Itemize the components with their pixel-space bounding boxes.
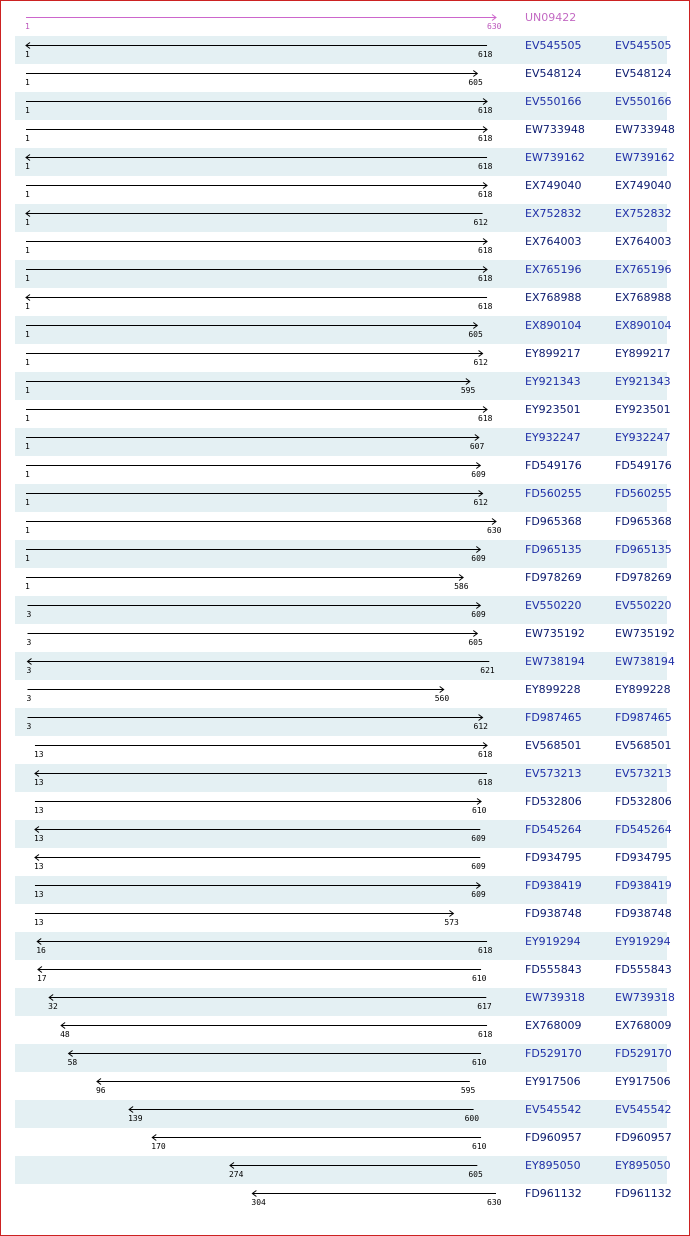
start-position-label: 13	[33, 918, 44, 927]
start-position-label: 1	[25, 134, 30, 143]
end-position-label: 610	[472, 974, 487, 983]
accession-link[interactable]: FD987465	[525, 711, 582, 724]
reference-accession[interactable]: UN09422	[525, 11, 577, 24]
alignment-row	[15, 120, 675, 148]
accession-link-secondary[interactable]: FD555843	[615, 963, 672, 976]
accession-link-secondary[interactable]: EY921343	[615, 375, 671, 388]
accession-link[interactable]: EY923501	[525, 403, 581, 416]
end-position-label: 595	[460, 386, 476, 395]
accession-link[interactable]: EY895050	[525, 1159, 581, 1172]
alignment-row	[15, 988, 675, 1016]
end-position-label: 618	[478, 162, 493, 171]
start-position-label: 16	[36, 946, 46, 955]
accession-link-secondary[interactable]: FD934795	[615, 851, 672, 864]
accession-link[interactable]: EY932247	[525, 431, 581, 444]
accession-link[interactable]: EV545505	[525, 39, 582, 52]
start-position-label: 96	[95, 1086, 106, 1095]
start-position-label: 1	[25, 50, 30, 59]
accession-link-secondary[interactable]: EX768988	[615, 291, 672, 304]
end-position-label: 612	[473, 498, 488, 507]
accession-link[interactable]: FD934795	[525, 851, 582, 864]
alignment-row	[15, 428, 671, 456]
accession-link-secondary[interactable]: EW739318	[615, 991, 675, 1004]
start-position-label: 13	[33, 834, 44, 843]
alignment-row	[15, 568, 672, 596]
alignment-row	[15, 36, 672, 64]
alignment-row	[15, 624, 675, 652]
alignment-row	[15, 344, 671, 372]
end-position-label: 605	[468, 1170, 483, 1179]
alignment-row	[15, 456, 672, 484]
start-position-label: 170	[151, 1142, 166, 1151]
alignment-row	[15, 148, 675, 176]
accession-link[interactable]: EW739162	[525, 151, 585, 164]
start-position-label: 1	[25, 22, 30, 31]
alignment-row	[15, 708, 672, 736]
accession-link[interactable]: FD960957	[525, 1131, 582, 1144]
end-position-label: 609	[471, 862, 486, 871]
start-position-label: 48	[60, 1030, 70, 1039]
alignment-row	[15, 372, 671, 400]
accession-link-secondary[interactable]: EV550166	[615, 95, 672, 108]
alignment-row	[15, 1100, 672, 1128]
end-position-label: 610	[472, 1058, 487, 1067]
accession-link-secondary[interactable]: EY923501	[615, 403, 671, 416]
start-position-label: 1	[25, 106, 30, 115]
start-position-label: 1	[25, 470, 30, 479]
start-position-label: 139	[128, 1114, 143, 1123]
accession-link-secondary[interactable]: EV548124	[615, 67, 672, 80]
end-position-label: 612	[473, 218, 488, 227]
start-position-label: 1	[25, 190, 30, 199]
end-position-label: 618	[478, 246, 493, 255]
accession-link-secondary[interactable]: EY895050	[615, 1159, 671, 1172]
alignment-row	[15, 400, 671, 428]
start-position-label: 1	[25, 246, 30, 255]
start-position-label: 32	[48, 1002, 58, 1011]
accession-link[interactable]: EX768988	[525, 291, 582, 304]
accession-link[interactable]: EX749040	[525, 179, 582, 192]
accession-link[interactable]: EY899228	[525, 683, 581, 696]
alignment-row	[15, 1072, 671, 1100]
accession-link-secondary[interactable]: EY917506	[615, 1075, 671, 1088]
end-position-label: 630	[487, 1198, 502, 1207]
start-position-label: 13	[33, 890, 44, 899]
accession-link-secondary[interactable]: EY919294	[615, 935, 671, 948]
accession-link-secondary[interactable]: FD529170	[615, 1047, 672, 1060]
accession-link[interactable]: EV545542	[525, 1103, 582, 1116]
end-position-label: 586	[454, 582, 469, 591]
start-position-label: 1	[25, 386, 30, 395]
accession-link[interactable]: FD549176	[525, 459, 582, 472]
start-position-label: 1	[25, 274, 30, 283]
end-position-label: 610	[472, 1142, 487, 1151]
accession-link-secondary[interactable]: FD960957	[615, 1131, 672, 1144]
end-position-label: 605	[468, 638, 483, 647]
accession-link-secondary[interactable]: EV545505	[615, 39, 672, 52]
accession-link-secondary[interactable]: FD965135	[615, 543, 672, 556]
end-position-label: 630	[487, 22, 502, 31]
accession-link[interactable]: EV550220	[525, 599, 582, 612]
end-position-label: 630	[487, 526, 502, 535]
alignment-row	[15, 64, 672, 92]
end-position-label: 618	[478, 1030, 493, 1039]
end-position-label: 595	[460, 1086, 476, 1095]
accession-link[interactable]: EV568501	[525, 739, 582, 752]
end-position-label: 560	[434, 694, 450, 703]
start-position-label: 1	[25, 358, 30, 367]
accession-link[interactable]: FD965135	[525, 543, 582, 556]
accession-link[interactable]: EW738194	[525, 655, 585, 668]
end-position-label: 618	[478, 778, 493, 787]
end-position-label: 605	[468, 330, 483, 339]
accession-link[interactable]: FD938748	[525, 907, 582, 920]
end-position-label: 610	[472, 806, 487, 815]
alignment-row	[15, 820, 672, 848]
start-position-label: 17	[36, 974, 47, 983]
alignment-row	[15, 904, 672, 932]
start-position-label: 1	[25, 554, 30, 563]
alignment-row	[15, 652, 675, 680]
alignment-row	[15, 848, 672, 876]
reference-row	[15, 8, 667, 36]
accession-link-secondary[interactable]: FD938748	[615, 907, 672, 920]
start-position-label: 3	[26, 666, 32, 675]
accession-link-secondary[interactable]: EV573213	[615, 767, 672, 780]
accession-link-secondary[interactable]: FD961132	[615, 1187, 672, 1200]
alignment-row	[15, 232, 672, 260]
alignment-row	[15, 1128, 672, 1156]
accession-link[interactable]: FD965368	[525, 515, 582, 528]
alignment-row	[15, 596, 672, 624]
accession-link-secondary[interactable]: FD560255	[615, 487, 672, 500]
alignment-row	[15, 204, 672, 232]
alignment-row	[15, 792, 672, 820]
accession-link-secondary[interactable]: FD965368	[615, 515, 672, 528]
accession-link[interactable]: EX765196	[525, 263, 582, 276]
accession-link-secondary[interactable]: EW738194	[615, 655, 675, 668]
end-position-label: 605	[468, 78, 483, 87]
accession-link[interactable]: EY899217	[525, 347, 581, 360]
start-position-label: 1	[25, 302, 30, 311]
alignment-row	[15, 960, 672, 988]
accession-link-secondary[interactable]: EW733948	[615, 123, 675, 136]
end-position-label: 600	[464, 1114, 480, 1123]
accession-link-secondary[interactable]: EY899228	[615, 683, 671, 696]
end-position-label: 618	[478, 750, 493, 759]
accession-link[interactable]: EX764003	[525, 235, 582, 248]
alignment-row	[15, 288, 672, 316]
alignment-row	[15, 260, 672, 288]
accession-link[interactable]: EY917506	[525, 1075, 581, 1088]
start-position-label: 1	[25, 442, 30, 451]
alignment-row	[15, 540, 672, 568]
accession-link-secondary[interactable]: FD978269	[615, 571, 672, 584]
accession-link[interactable]: FD545264	[525, 823, 582, 836]
start-position-label: 3	[26, 638, 32, 647]
accession-link[interactable]: FD555843	[525, 963, 582, 976]
accession-link[interactable]: EW739318	[525, 991, 585, 1004]
end-position-label: 609	[471, 470, 486, 479]
end-position-label: 618	[478, 414, 493, 423]
end-position-label: 607	[469, 442, 485, 451]
start-position-label: 1	[25, 498, 30, 507]
alignment-row	[15, 176, 672, 204]
alignment-row	[15, 1184, 672, 1212]
accession-link[interactable]: FD532806	[525, 795, 582, 808]
alignment-row	[15, 1044, 672, 1072]
alignment-row	[15, 512, 672, 540]
accession-link-secondary[interactable]: FD545264	[615, 823, 672, 836]
accession-link[interactable]: EV573213	[525, 767, 582, 780]
end-position-label: 618	[478, 274, 493, 283]
end-position-label: 621	[480, 666, 495, 675]
end-position-label: 618	[478, 946, 493, 955]
start-position-label: 1	[25, 78, 30, 87]
start-position-label: 13	[33, 862, 44, 871]
alignment-row	[15, 932, 671, 960]
start-position-label: 58	[67, 1058, 78, 1067]
end-position-label: 609	[471, 554, 486, 563]
start-position-label: 1	[25, 162, 30, 171]
end-position-label: 618	[478, 106, 493, 115]
accession-link[interactable]: EW735192	[525, 627, 585, 640]
start-position-label: 3	[26, 722, 32, 731]
accession-link-secondary[interactable]: FD987465	[615, 711, 672, 724]
start-position-label: 1	[25, 582, 30, 591]
end-position-label: 612	[473, 358, 488, 367]
accession-link-secondary[interactable]: EY899217	[615, 347, 671, 360]
start-position-label: 274	[228, 1170, 244, 1179]
accession-link-secondary[interactable]: EX768009	[615, 1019, 672, 1032]
accession-link[interactable]: FD978269	[525, 571, 582, 584]
end-position-label: 612	[473, 722, 488, 731]
accession-link-secondary[interactable]: EX765196	[615, 263, 672, 276]
accession-link-secondary[interactable]: FD938419	[615, 879, 672, 892]
accession-link[interactable]: EY919294	[525, 935, 581, 948]
alignment-row	[15, 92, 672, 120]
end-position-label: 609	[471, 890, 486, 899]
end-position-label: 618	[478, 302, 493, 311]
accession-link[interactable]: EW733948	[525, 123, 585, 136]
end-position-label: 609	[471, 834, 486, 843]
accession-link-secondary[interactable]: EX752832	[615, 207, 672, 220]
alignment-row	[15, 736, 672, 764]
accession-link-secondary[interactable]: FD532806	[615, 795, 672, 808]
accession-link[interactable]: EY921343	[525, 375, 581, 388]
end-position-label: 618	[478, 190, 493, 199]
end-position-label: 617	[477, 1002, 492, 1011]
start-position-label: 1	[25, 414, 30, 423]
accession-link-secondary[interactable]: EX749040	[615, 179, 672, 192]
start-position-label: 13	[33, 778, 44, 787]
start-position-label: 1	[25, 218, 30, 227]
end-position-label: 618	[478, 50, 493, 59]
alignment-row	[15, 1016, 672, 1044]
start-position-label: 1	[25, 330, 30, 339]
start-position-label: 304	[251, 1198, 266, 1207]
accession-link[interactable]: EV548124	[525, 67, 582, 80]
accession-link-secondary[interactable]: EY932247	[615, 431, 671, 444]
end-position-label: 573	[444, 918, 459, 927]
accession-link[interactable]: EX768009	[525, 1019, 582, 1032]
alignment-row	[15, 764, 672, 792]
accession-link-secondary[interactable]: EX764003	[615, 235, 672, 248]
accession-link-secondary[interactable]: EV550220	[615, 599, 672, 612]
accession-link[interactable]: FD961132	[525, 1187, 582, 1200]
start-position-label: 3	[26, 610, 32, 619]
end-position-label: 609	[471, 610, 486, 619]
alignment-row	[15, 680, 671, 708]
accession-link-secondary[interactable]: EW739162	[615, 151, 675, 164]
accession-link-secondary[interactable]: EV568501	[615, 739, 672, 752]
accession-link[interactable]: EV550166	[525, 95, 582, 108]
alignment-row	[15, 316, 672, 344]
end-position-label: 618	[478, 134, 493, 143]
start-position-label: 1	[25, 526, 30, 535]
accession-link-secondary[interactable]: EV545542	[615, 1103, 672, 1116]
accession-link[interactable]: FD560255	[525, 487, 582, 500]
alignment-row	[15, 484, 672, 512]
alignment-row	[15, 1156, 671, 1184]
accession-link-secondary[interactable]: EW735192	[615, 627, 675, 640]
start-position-label: 13	[33, 750, 44, 759]
start-position-label: 13	[33, 806, 44, 815]
accession-link[interactable]: FD938419	[525, 879, 582, 892]
accession-link[interactable]: EX890104	[525, 319, 582, 332]
accession-link[interactable]: EX752832	[525, 207, 582, 220]
accession-link-secondary[interactable]: FD549176	[615, 459, 672, 472]
accession-link[interactable]: FD529170	[525, 1047, 582, 1060]
start-position-label: 3	[26, 694, 32, 703]
alignment-row	[15, 876, 672, 904]
accession-link-secondary[interactable]: EX890104	[615, 319, 672, 332]
